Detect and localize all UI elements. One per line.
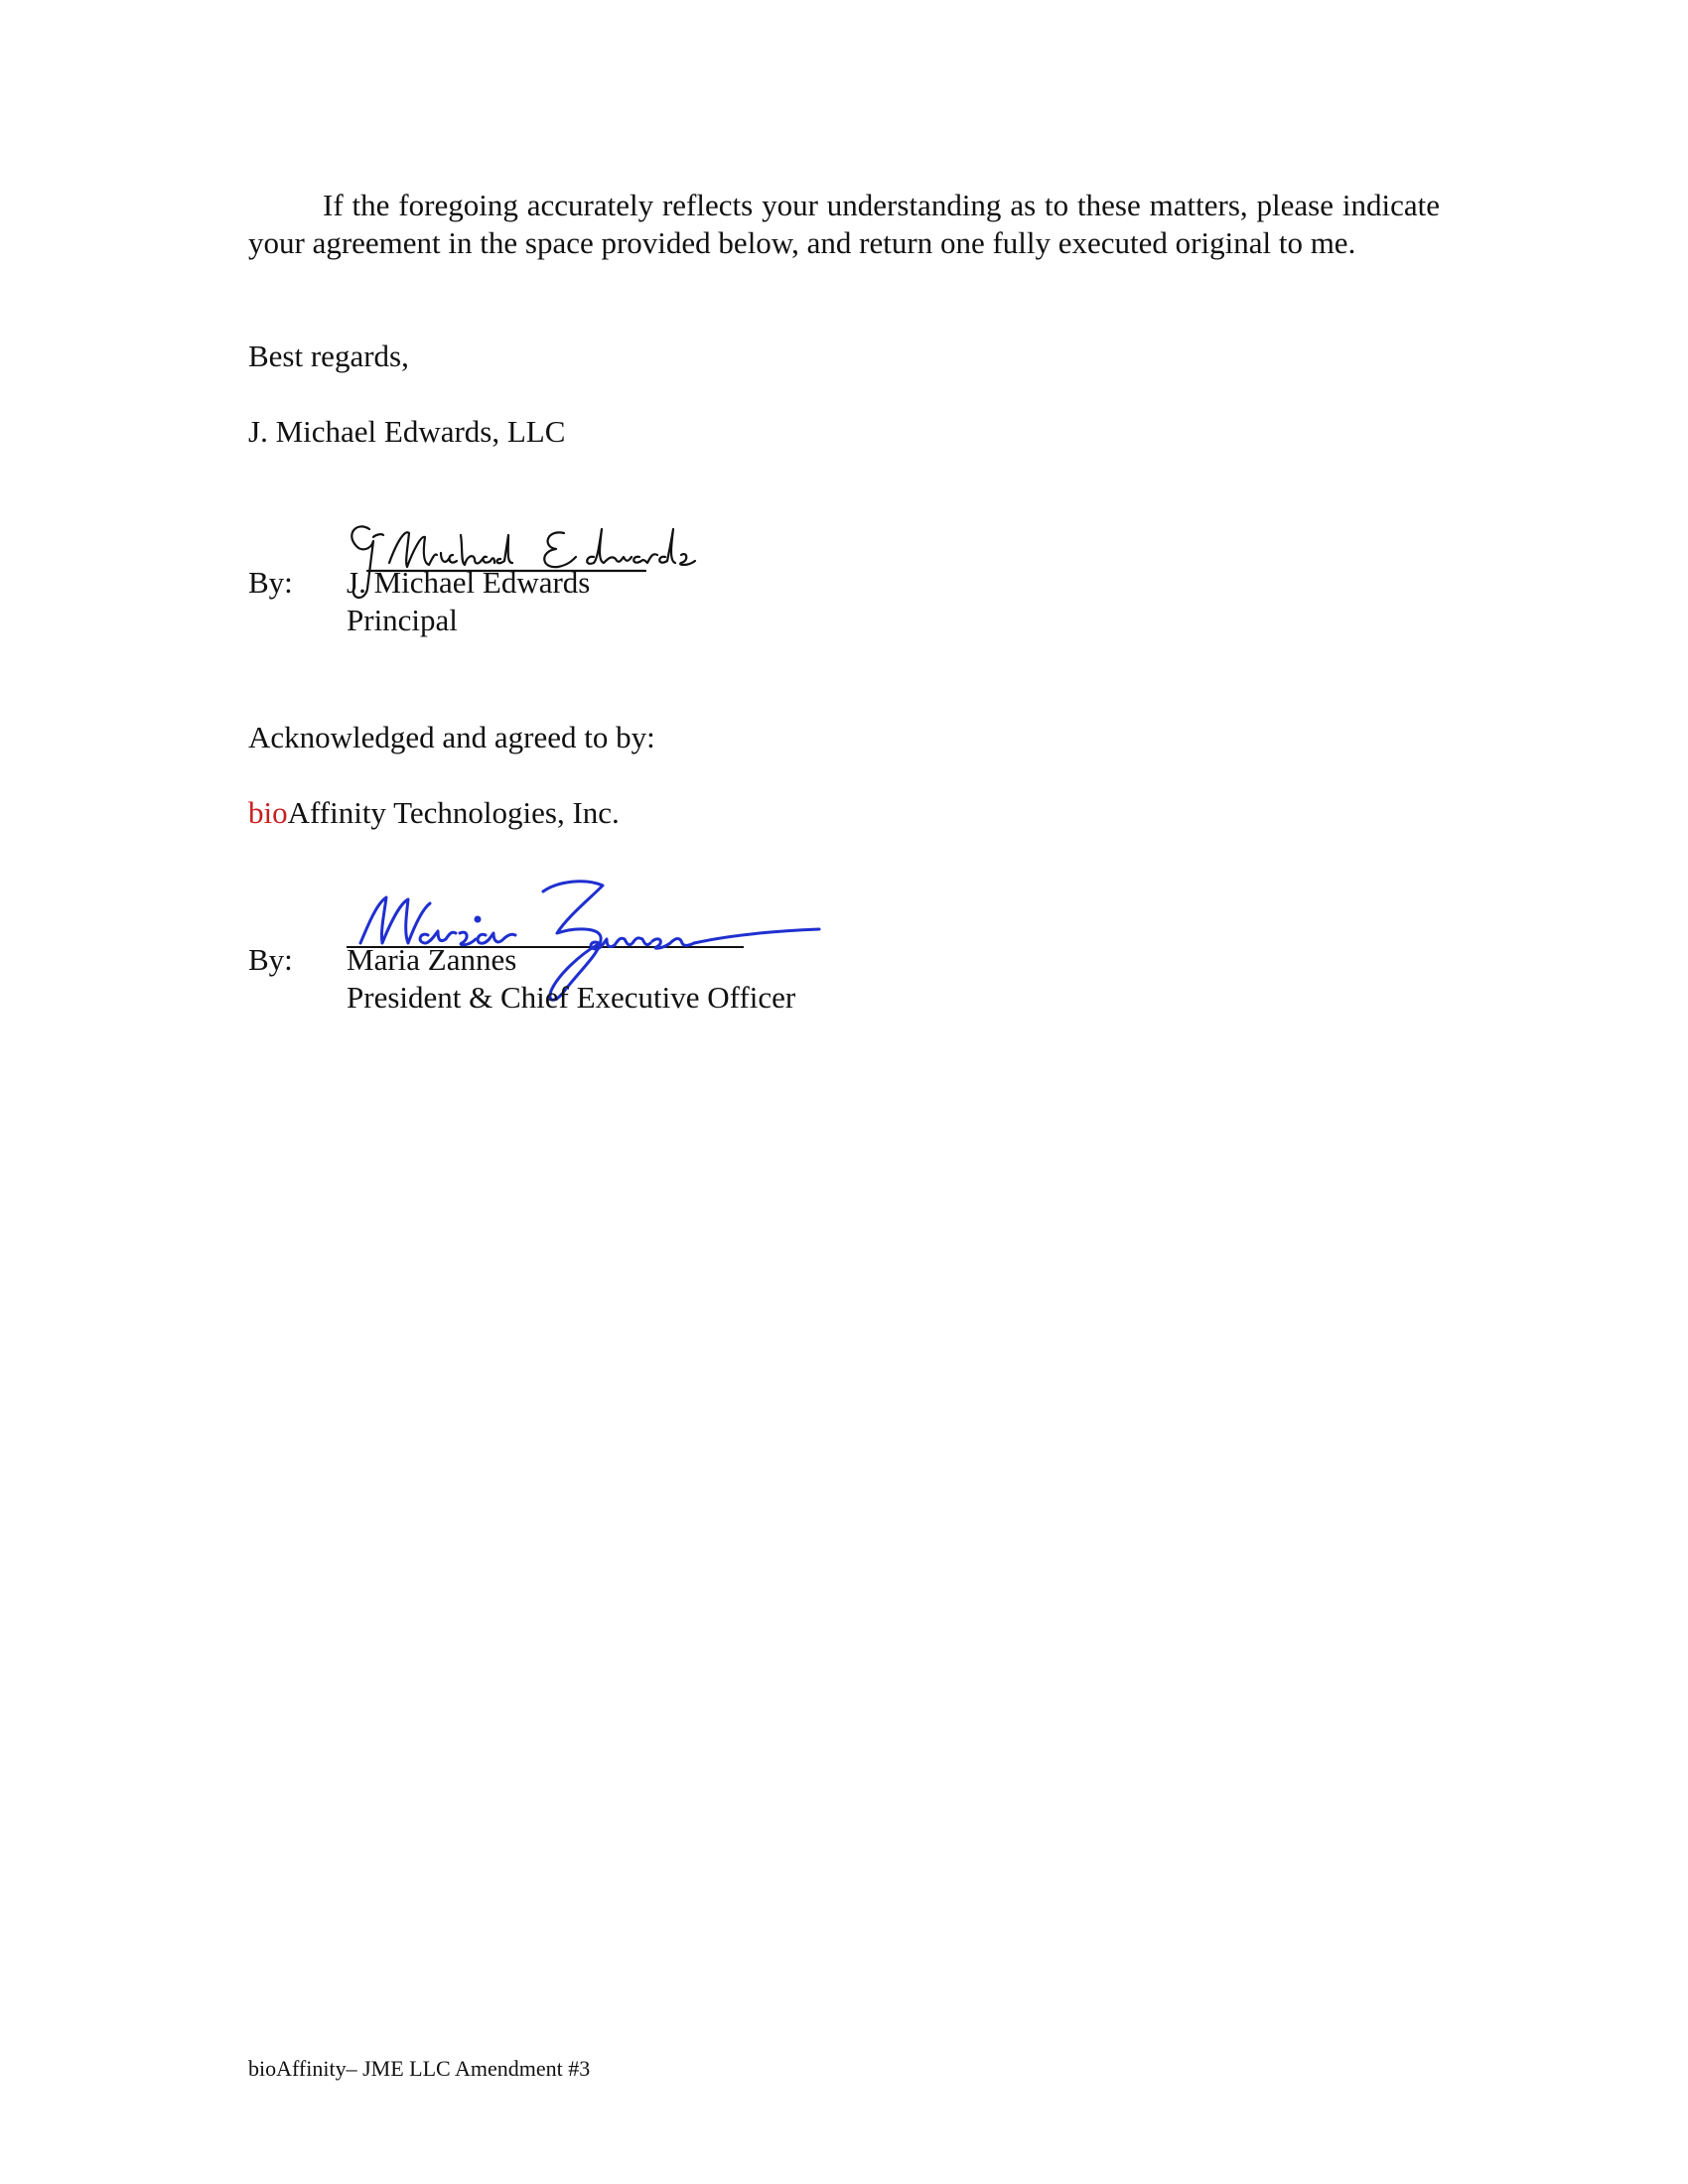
company-prefix-bio: bio: [248, 795, 288, 830]
salutation: Best regards,: [248, 339, 409, 373]
closing-paragraph: If the foregoing accurately reflects your understanding as to these matters, please indicate your agreement in the space provided below, and return one fully executed original to me.: [248, 188, 1440, 260]
by-label-edwards: By:: [248, 565, 293, 600]
by-label-zannes: By:: [248, 942, 293, 977]
page-footer: bioAffinity– JME LLC Amendment #3: [248, 2056, 591, 2081]
signatory-name-edwards: J. Michael Edwards: [347, 565, 591, 600]
sender-company: J. Michael Edwards, LLC: [248, 414, 566, 449]
acknowledgement-heading: Acknowledged and agreed to by:: [248, 720, 655, 754]
signatory-title-zannes: President & Chief Executive Officer: [347, 980, 796, 1015]
company-name-rest: Affinity Technologies, Inc.: [287, 795, 620, 830]
acknowledging-company: [248, 794, 620, 832]
signatory-title-edwards: Principal: [347, 603, 458, 637]
signatory-name-zannes: Maria Zannes: [347, 942, 517, 977]
